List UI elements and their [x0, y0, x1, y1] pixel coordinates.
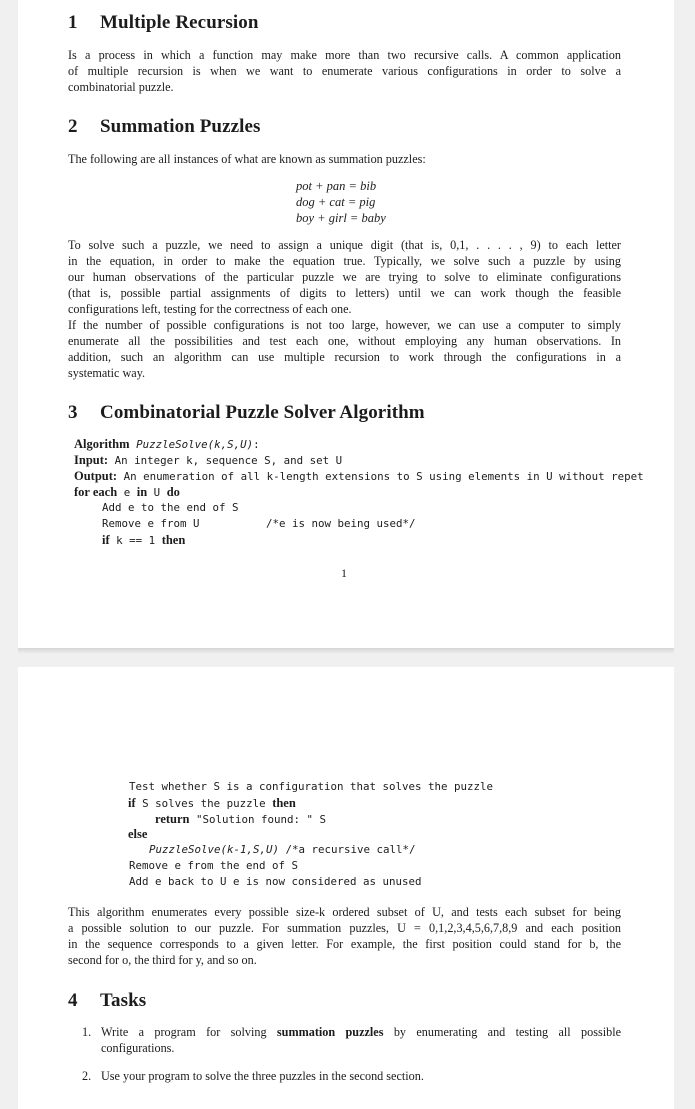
- list-number: 2.: [82, 1069, 92, 1083]
- algorithm-line-call: [149, 842, 416, 858]
- section-2-heading: [68, 116, 261, 138]
- section-number: 3: [68, 402, 78, 423]
- text-line: configurations left, testing for the correctness of each one.: [68, 302, 352, 316]
- equation: boy + girl = baby: [296, 211, 386, 225]
- document-page-2: [18, 667, 674, 1109]
- text-fragment: by enumerating and testing all possible: [393, 1025, 622, 1039]
- code-text: An enumeration of all k-length extensions to S using elements in U without repet: [123, 470, 644, 483]
- algorithm-for-loop: [74, 484, 180, 501]
- text-line: (that is, possible partial assignments of digits to letters) until we can work though the feasible: [68, 286, 621, 300]
- task-item-2: [82, 1068, 91, 1084]
- text-line: [101, 1024, 621, 1040]
- text-line: of multiple recursion is when we want to enumerate various configurations in order to solve a: [68, 64, 621, 78]
- keyword: do: [166, 485, 180, 499]
- task-item-1-text: [101, 1024, 621, 1056]
- code-text: e: [123, 486, 131, 499]
- equation: pot + pan = bib: [296, 179, 377, 193]
- section-1-heading: [68, 12, 259, 34]
- algorithm-input: [74, 452, 342, 469]
- algorithm-line-add-back: [129, 874, 422, 890]
- keyword: if: [102, 533, 110, 547]
- section-title: Summation Puzzles: [100, 116, 261, 137]
- code-comment: /*e is now being used*/: [266, 517, 416, 530]
- page-number: [341, 566, 347, 581]
- code-text: Remove e from the end of S: [129, 859, 299, 872]
- code-text: An integer k, sequence S, and set U: [114, 454, 343, 467]
- keyword: if: [128, 796, 136, 810]
- text-line: combinatorial puzzle.: [68, 80, 174, 94]
- text-line: a possible solution to our puzzle. For summation puzzles, U = 0,1,2,3,4,5,6,7,8,9 and each position: [68, 921, 621, 935]
- code-call: PuzzleSolve(k-1,S,U): [149, 843, 280, 856]
- section-title: Multiple Recursion: [100, 12, 259, 33]
- task-item-2-text: [101, 1068, 424, 1084]
- text-line: configurations.: [101, 1041, 175, 1055]
- code-text: U: [153, 486, 161, 499]
- text-line: The following are all instances of what are known as summation puzzles:: [68, 152, 426, 166]
- algorithm-line-if-solves: [128, 795, 296, 812]
- section-number: 1: [68, 12, 78, 33]
- text-line: our human observations of the particular puzzle we are trying to solve to eliminate configurations: [68, 270, 621, 284]
- text-line: enumerate all the possibilities and test each one, without employing any human observations. In: [68, 334, 621, 348]
- document-page-1: [18, 0, 674, 648]
- section-2-intro: [68, 151, 426, 167]
- keyword: Output:: [74, 469, 118, 483]
- algorithm-header: [74, 436, 260, 453]
- section-number: 2: [68, 116, 78, 137]
- keyword: Algorithm: [74, 437, 130, 451]
- list-number: 1.: [82, 1025, 92, 1039]
- equation: dog + cat = pig: [296, 195, 376, 209]
- algorithm-output: [74, 468, 674, 485]
- keyword: Input:: [74, 453, 109, 467]
- code-text: Test whether S is a configuration that solves the puzzle: [129, 780, 494, 793]
- algorithm-line-remove: [102, 516, 200, 532]
- text-fragment: Write a program for solving: [101, 1025, 267, 1039]
- keyword: then: [272, 796, 296, 810]
- text-line: in the equation, in order to make the equation true. Typically, we solve such a puzzle by using: [68, 254, 621, 268]
- code-text: k == 1: [116, 534, 156, 547]
- code-text: Remove e from U: [102, 517, 200, 530]
- keyword: in: [136, 485, 148, 499]
- task-item-1: [82, 1024, 91, 1040]
- algorithm-comment: [266, 516, 416, 532]
- algorithm-line-if: [102, 532, 185, 549]
- keyword: for each: [74, 485, 118, 499]
- section-title: Tasks: [100, 990, 147, 1011]
- text-line: second for o, the third for y, and so on.: [68, 953, 257, 967]
- section-3-paragraph: [68, 904, 621, 968]
- keyword: then: [161, 533, 186, 547]
- algorithm-line-add: [102, 500, 239, 516]
- text-line: systematic way.: [68, 366, 146, 380]
- code-text: Add e back to U e is now considered as unused: [129, 875, 422, 888]
- algorithm-line-else: [128, 826, 147, 843]
- code-text: "Solution found: " S: [196, 813, 327, 826]
- section-4-heading: [68, 990, 146, 1012]
- section-number: 4: [68, 990, 78, 1011]
- text-line: in the sequence corresponds to a given letter. For example, the first position could stand for b, the: [68, 937, 621, 951]
- algorithm-line-test: [129, 779, 493, 795]
- text-line: If the number of possible configurations is not too large, however, we can use a computer to simply: [68, 318, 621, 332]
- section-2-paragraph-1: [68, 237, 621, 317]
- page-separator: [18, 648, 674, 654]
- text-line: Is a process in which a function may make more than two recursive calls. A common application: [68, 48, 621, 62]
- keyword: return: [155, 812, 190, 826]
- page-number-text: 1: [341, 566, 347, 580]
- algorithm-line-remove-end: [129, 858, 298, 874]
- code-text: S solves the puzzle: [142, 797, 266, 810]
- bold-term: summation puzzles: [276, 1025, 384, 1039]
- code-comment: /*a recursive call*/: [285, 843, 416, 856]
- keyword: else: [128, 827, 148, 841]
- text-line: To solve such a puzzle, we need to assign a unique digit (that is, 0,1, . . . . , 9) to each letter: [68, 238, 621, 252]
- section-3-heading: [68, 402, 425, 424]
- algorithm-name: PuzzleSolve(k,S,U): [136, 438, 254, 451]
- punctuation: :: [253, 438, 260, 451]
- text-line: Use your program to solve the three puzzles in the second section.: [101, 1069, 424, 1083]
- equation-list: [296, 178, 386, 226]
- text-line: addition, such an algorithm can use multiple recursion to work through the configurations in a: [68, 350, 621, 364]
- section-1-paragraph: [68, 47, 621, 95]
- algorithm-line-return: [155, 811, 326, 828]
- section-title: Combinatorial Puzzle Solver Algorithm: [100, 402, 425, 423]
- code-text: Add e to the end of S: [102, 501, 239, 514]
- text-line: This algorithm enumerates every possible size-k ordered subset of U, and tests each subset for being: [68, 905, 621, 919]
- section-2-paragraph-2: [68, 317, 621, 381]
